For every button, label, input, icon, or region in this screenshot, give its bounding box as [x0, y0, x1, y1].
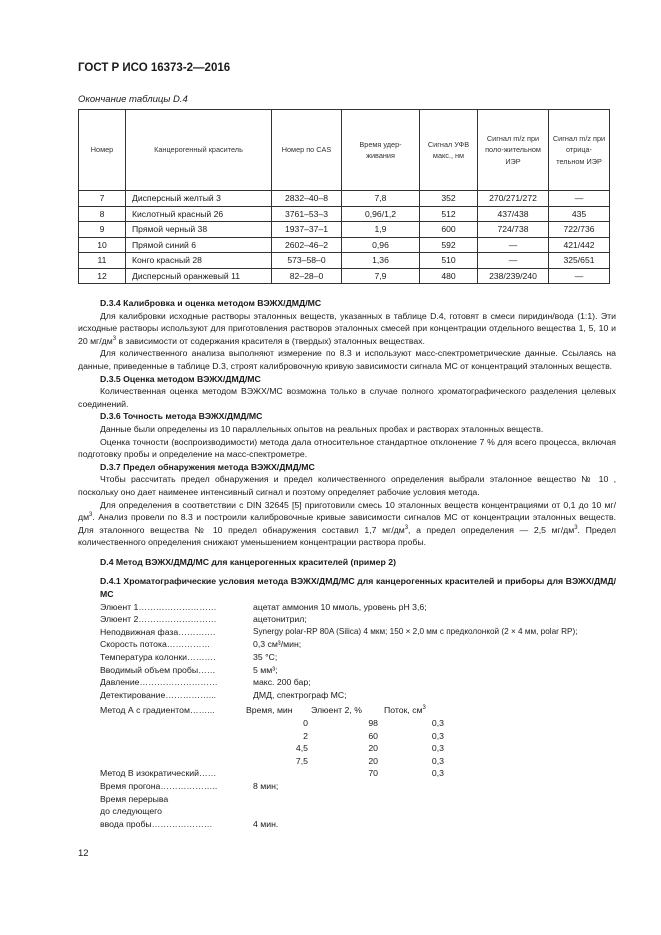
param-label: Детектирование……………... — [100, 689, 217, 700]
isocratic-row — [78, 767, 616, 780]
section-d36-title: D.3.6 Точность метода ВЭЖХ/ДМД/МС — [100, 411, 263, 422]
cell-cas: 3761–53–3 — [272, 206, 342, 222]
cell-neg-esi: 325/651 — [549, 253, 610, 269]
cell-uv: 512 — [420, 206, 478, 222]
cell-uv: 592 — [420, 237, 478, 253]
col-retention-header: Время удер-живания — [342, 110, 420, 191]
cell-number: 11 — [79, 253, 126, 269]
section-d37-title: D.3.7 Предел обнаружения метода ВЭЖХ/ДМД/МС — [100, 461, 315, 472]
table-row — [79, 191, 610, 207]
cell-uv: 510 — [420, 253, 478, 269]
section-d35-paragraph: Количественная оценка методом ВЭЖХ/МС возможна только в случае полного хроматографического разделения целевых соединений. — [78, 386, 616, 409]
table-header-row — [79, 110, 610, 191]
section-d35-title: D.3.5 Оценка методом ВЭЖХ/ДМД/МС — [100, 373, 261, 384]
param-label: Элюент 1……………………… — [100, 601, 217, 612]
section-d37-paragraph-2: Для определения в соответствии с DIN 32645 [5] приготовили смесь 10 эталонных веществ концентрациями от 0,1 до 10 $мг/дм^3$. Анализ провели по 8.3 и построили калибровочные кривые зависимости сигналов МС от концентрации эталонных веществ. Для эталонного вещества № 10 предел обнаружения составил 1,7 $мг/дм^3$, а предел определения — 2,5 $мг/дм^3$. Предел количественного определения снижают уменьшением концентрации раствора пробы. — [78, 499, 616, 548]
cell-cas: 573–58–0 — [272, 253, 342, 269]
section-d34-paragraph-2: Для количественного анализа выполняют измерение по 8.3 и используют масс-спектрометрические данные. Ссылаясь на данные, приведенные в таблице D.3, строят калибровочную кривую зависимости сигнала МС от концентраций эталонных веществ. — [78, 348, 616, 371]
pause-row-3: ввода пробы………………… 4 мин. — [100, 818, 279, 829]
param-row — [78, 651, 616, 664]
isocratic-label: Метод В изократический…… — [100, 768, 217, 779]
param-row — [78, 664, 616, 677]
section-d37-paragraph-1: Чтобы рассчитать предел обнаружения и предел количественного определения выбрали эталонное вещество № 10 , поскольку оно дает наименее интенсивный сигнал и поэтому определяет рабочие условия метода. — [78, 474, 616, 497]
pause-value: 4 мин. — [253, 818, 279, 829]
cell-cas: 2602–46–2 — [272, 237, 342, 253]
param-label: Температура колонки………. — [100, 652, 216, 663]
run-time-row — [78, 780, 616, 793]
cell-pos-esi: — — [478, 253, 549, 269]
cell-neg-esi: 421/442 — [549, 237, 610, 253]
section-d41-title: D.4.1 Хроматографические условия метода ВЭЖХ/ДМД/МС для канцерогенных красителей и приборы для ВЭЖХ/ДМД/МС — [100, 576, 616, 600]
cell-pos-esi: 724/738 — [478, 222, 549, 238]
table-row — [79, 237, 610, 253]
pause-row-2: до следующего — [100, 806, 162, 817]
section-d36-paragraph-1: Данные были определены из 10 параллельных опытов на реальных пробах и растворах эталонных веществ. — [100, 423, 544, 434]
cell-pos-esi: 238/239/240 — [478, 268, 549, 284]
gradient-header-row — [78, 704, 616, 717]
section-d34-paragraph-1: Для калибровки исходные растворы эталонных веществ, указанных в таблице D.4, готовят в смеси пиридин/вода (1:1). Эти исходные растворы используют для приготовления растворов эталонных смесей при концентрации отдельного вещества 1, 5, 10 и 20 $мг/дм^3$ в зависимости от содержания красителя в (твердых) эталонных веществах. — [78, 310, 616, 346]
run-time-label: Время прогона……………….. — [100, 780, 218, 791]
section-d4-title: D.4 Метод ВЭЖХ/ДМД/МС для канцерогенных красителей (пример 2) — [100, 556, 396, 567]
param-value: макс. 200 бар; — [253, 677, 311, 688]
cell-pos-esi: 437/438 — [478, 206, 549, 222]
col-uv-header: Сигнал УФВ макс., нм — [420, 110, 478, 191]
param-row — [78, 601, 616, 614]
cell-number: 8 — [79, 206, 126, 222]
col-cas-header: Номер по CAS — [272, 110, 342, 191]
cell-uv: 352 — [420, 191, 478, 207]
isocratic-eluent: 70 — [368, 768, 378, 779]
cell-cas: 82–28–0 — [272, 268, 342, 284]
gradient-row: 0 98 0,3 — [303, 718, 444, 728]
document-header: ГОСТ Р ИСО 16373-2—2016 — [78, 62, 231, 74]
param-value: 0,3 см³/мин; — [253, 639, 302, 650]
run-time-value: 8 мин; — [253, 780, 279, 791]
param-row — [78, 626, 616, 639]
cell-cas: 1937–37–1 — [272, 222, 342, 238]
param-value: ацетат аммония 10 ммоль, уровень pH 3,6; — [253, 601, 427, 612]
document-body — [78, 297, 616, 830]
gradient-col-eluent: Элюент 2, % — [311, 705, 362, 716]
pause-row-1: Время перерыва — [100, 793, 169, 804]
param-value: 5 мм³; — [253, 664, 278, 675]
param-value: 35 °С; — [253, 652, 278, 663]
col-number-header: Номер — [79, 110, 126, 191]
cell-number: 10 — [79, 237, 126, 253]
cell-dye: Прямой черный 38 — [126, 222, 272, 238]
chromatography-parameters — [78, 601, 616, 831]
table-row — [79, 268, 610, 284]
cell-retention: 0,96/1,2 — [342, 206, 420, 222]
gradient-row: 4,5 20 0,3 — [295, 743, 444, 754]
cell-uv: 480 — [420, 268, 478, 284]
param-row — [78, 689, 616, 702]
cell-neg-esi: — — [549, 268, 610, 284]
param-label: Вводимый объем пробы…… — [100, 664, 216, 675]
gradient-row: 7,5 20 0,3 — [295, 755, 444, 766]
cell-dye: Дисперсный желтый 3 — [126, 191, 272, 207]
gradient-col-time: Время, мин — [246, 705, 293, 716]
cell-number: 12 — [79, 268, 126, 284]
table-caption: Окончание таблицы D.4 — [78, 94, 188, 105]
param-value: Synergy polar-RP 80A (Silica) 4 мкм; 150 × 2,0 мм с предколонкой (2 × 4 мм, polar RP); — [253, 626, 578, 636]
page-number: 12 — [78, 848, 89, 859]
cell-retention: 1,9 — [342, 222, 420, 238]
table-row — [79, 206, 610, 222]
cell-pos-esi: — — [478, 237, 549, 253]
cell-number: 9 — [79, 222, 126, 238]
cell-retention: 1,36 — [342, 253, 420, 269]
gradient-label: Метод А с градиентом……... — [100, 705, 215, 716]
cell-neg-esi: 435 — [549, 206, 610, 222]
isocratic-flow: 0,3 — [431, 768, 444, 779]
cell-neg-esi: — — [549, 191, 610, 207]
param-row — [78, 676, 616, 689]
col-dye-header: Канцерогенный краситель — [126, 110, 272, 191]
gradient-row: 2 60 0,3 — [303, 730, 444, 741]
section-d34-title: D.3.4 Калибровка и оценка методом ВЭЖХ/ДМД/МС — [100, 298, 322, 308]
param-label: Скорость потока…………… — [100, 639, 211, 650]
cell-dye: Кислотный красный 26 — [126, 206, 272, 222]
cell-retention: 7,8 — [342, 191, 420, 207]
table-row — [79, 222, 610, 238]
cell-neg-esi: 722/736 — [549, 222, 610, 238]
dyes-table — [78, 109, 610, 284]
param-value: ацетонитрил; — [253, 614, 307, 625]
cell-pos-esi: 270/271/272 — [478, 191, 549, 207]
cell-dye: Прямой синий 6 — [126, 237, 272, 253]
cell-cas: 2832–40–8 — [272, 191, 342, 207]
param-label: Неподвижная фаза…………. — [100, 626, 216, 637]
gradient-col-flow: Поток, $см^3$ — [384, 705, 426, 716]
cell-uv: 600 — [420, 222, 478, 238]
param-label: Давление……………………… — [100, 677, 218, 688]
cell-number: 7 — [79, 191, 126, 207]
cell-retention: 0,96 — [342, 237, 420, 253]
param-value: ДМД, спектрограф МС; — [253, 689, 347, 700]
cell-retention: 7,9 — [342, 268, 420, 284]
col-neg-esi-header: Сигнал m/z при отрица-тельном ИЭР — [549, 110, 610, 191]
param-row — [78, 613, 616, 626]
cell-dye: Конго красный 28 — [126, 253, 272, 269]
section-d36-paragraph-2: Оценка точности (воспроизводимости) метода дала относительное стандартное отклонение 7 % для всего процесса, включая подготовку пробы и определение на масс-спектрометре. — [78, 436, 616, 460]
cell-dye: Дисперсный оранжевый 11 — [126, 268, 272, 284]
param-label: Элюент 2……………………… — [100, 614, 217, 625]
table-row — [79, 253, 610, 269]
col-pos-esi-header: Сигнал m/z при поло-жительном ИЭР — [478, 110, 549, 191]
param-row — [78, 638, 616, 651]
